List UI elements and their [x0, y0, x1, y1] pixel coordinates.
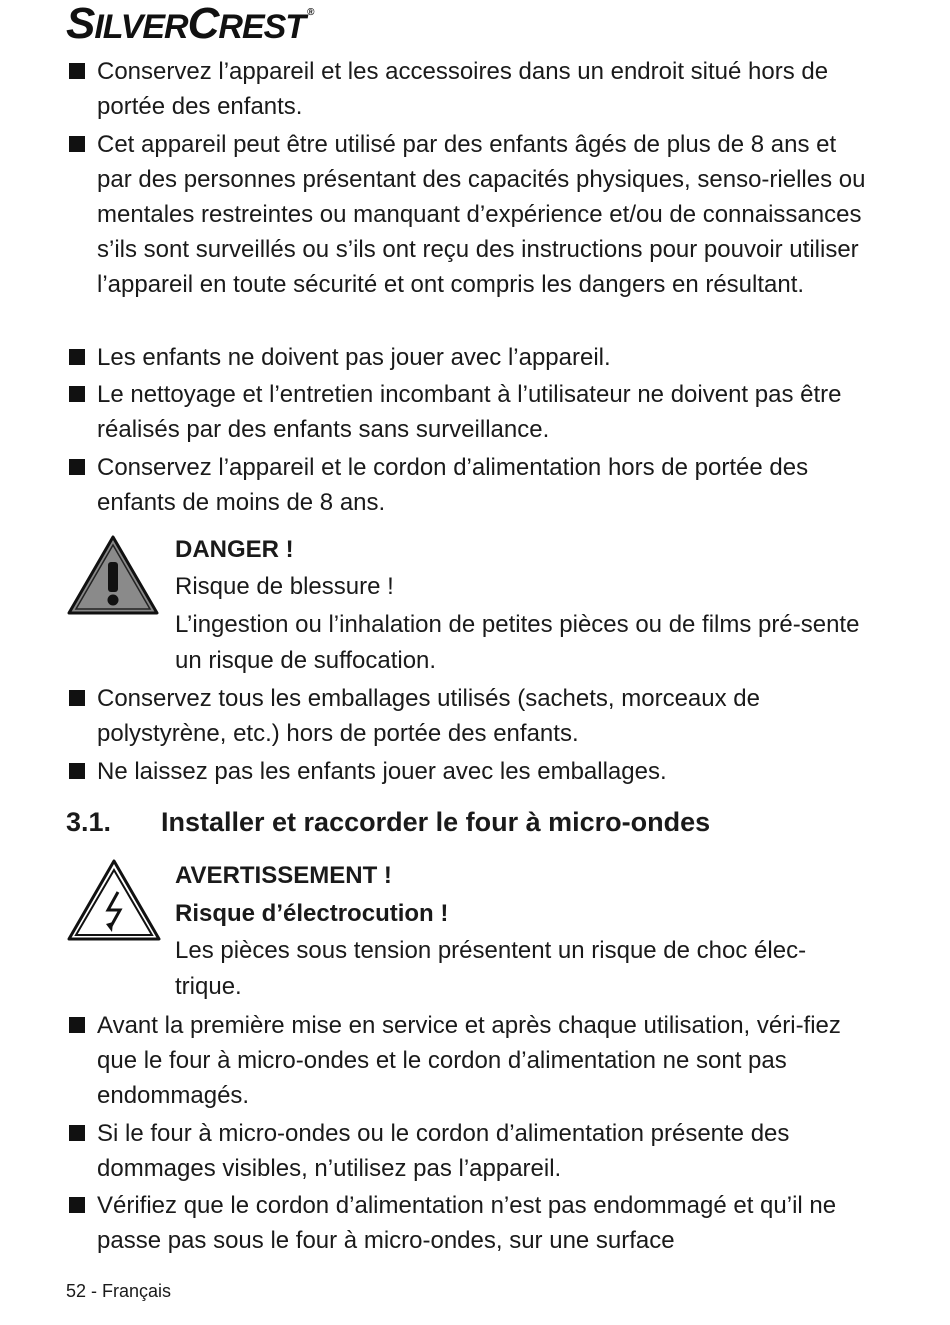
- danger-triangle-icon: [66, 534, 160, 616]
- section-heading: [66, 802, 710, 842]
- list-item: Conservez tous les emballages utilisés (sachets, morceaux de polystyrène, etc.) hors de portée des enfants.: [97, 685, 760, 747]
- warning-text: Les pièces sous tension présentent un risque de choc élec-trique.: [175, 937, 807, 1000]
- warning-subtitle: Risque d’électrocution !: [175, 900, 449, 927]
- danger-text: L’ingestion ou l’inhalation de petites pièces ou de films pré-sente un risque de suffocation.: [175, 611, 860, 674]
- list-item: Conservez l’appareil et le cordon d’alimentation hors de portée des enfants de moins de 8 ans.: [97, 454, 809, 516]
- electric-shock-warning-icon: [66, 858, 162, 942]
- list-item: Conservez l’appareil et les accessoires dans un endroit situé hors de portée des enfants.: [97, 58, 829, 120]
- warning-block: [175, 857, 865, 1005]
- bullet-square-icon: [69, 136, 85, 152]
- list-item: Ne laissez pas les enfants jouer avec les emballages.: [97, 758, 667, 785]
- section-number: 3.1.: [66, 807, 112, 837]
- bullet-square-icon: [69, 459, 85, 475]
- bullet-square-icon: [69, 1197, 85, 1213]
- bullet-square-icon: [69, 349, 85, 365]
- list-item: Les enfants ne doivent pas jouer avec l’appareil.: [97, 344, 611, 371]
- section-title: Installer et raccorder le four à micro-ondes: [161, 807, 711, 837]
- bullet-square-icon: [69, 690, 85, 706]
- bullet-square-icon: [69, 1125, 85, 1141]
- list-item: Cet appareil peut être utilisé par des enfants âgés de plus de 8 ans et par des personnes présentant des capacités physiques, senso-rielles ou mentales restreintes ou manquant d’expérience et/ou de connaissances s’ils sont surveillés ou s’ils ont reçu des instructions pour pouvoir utiliser l’appareil en toute sécurité et ont compris les dangers en résultant.: [97, 131, 866, 298]
- danger-title: DANGER !: [175, 536, 294, 563]
- bullet-square-icon: [69, 386, 85, 402]
- list-item: Avant la première mise en service et après chaque utilisation, véri-fiez que le four à micro-ondes et le cordon d’alimentation ne sont pas endommagés.: [97, 1012, 841, 1109]
- list-item: Le nettoyage et l’entretien incombant à l’utilisateur ne doivent pas être réalisés par des enfants sans surveillance.: [97, 381, 842, 443]
- bullet-square-icon: [69, 63, 85, 79]
- warning-title: AVERTISSEMENT !: [175, 862, 392, 889]
- bullet-square-icon: [69, 1017, 85, 1033]
- bullet-square-icon: [69, 763, 85, 779]
- danger-block: [175, 531, 865, 679]
- danger-subtitle: Risque de blessure !: [175, 573, 394, 600]
- list-item: Vérifiez que le cordon d’alimentation n’est pas endommagé et qu’il ne passe pas sous le four à micro-ondes, sur une surface: [97, 1192, 837, 1254]
- brand-logo: SILVERCREST ®: [66, 0, 314, 48]
- list-item: Si le four à micro-ondes ou le cordon d’alimentation présente des dommages visibles, n’utilisez pas l’appareil.: [97, 1120, 790, 1182]
- page-footer: 52 - Français: [66, 1281, 172, 1301]
